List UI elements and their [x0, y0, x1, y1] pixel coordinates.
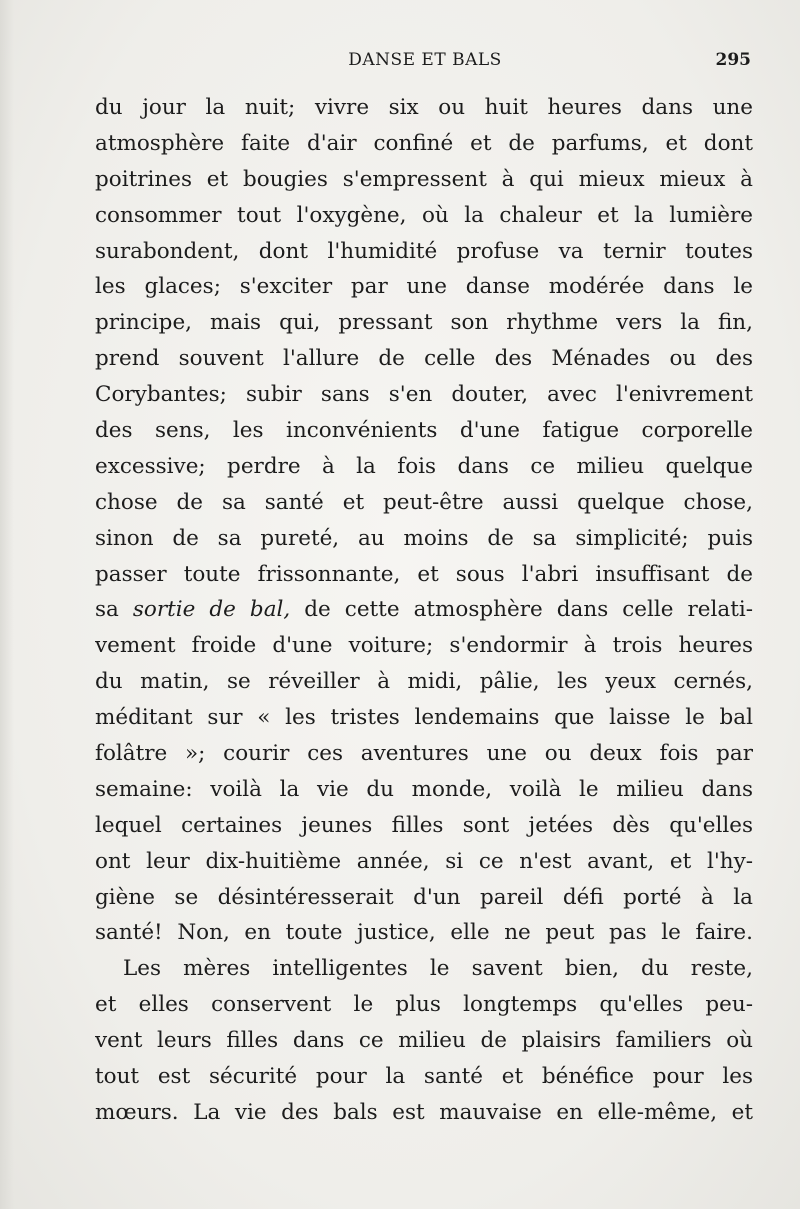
page-number: 295	[715, 50, 751, 70]
text-line: Corybantes; subir sans s'en douter, avec l'enivrement	[95, 382, 753, 408]
text-line: et elles conservent le plus longtemps qu'elles peu-	[95, 992, 753, 1018]
text-line: vement froide d'une voiture; s'endormir à trois heures	[95, 633, 753, 659]
running-title: DANSE ET BALS	[348, 50, 502, 70]
text-line: ont leur dix-huitième année, si ce n'est avant, et l'hy-	[95, 848, 753, 874]
body-text	[95, 90, 753, 1131]
text-line-with-italic	[95, 592, 753, 628]
text-line: méditant sur « les tristes lendemains que laisse le bal	[95, 705, 753, 731]
text-line: consommer tout l'oxygène, où la chaleur et la lumière	[95, 202, 753, 228]
text-line: chose de sa santé et peut-être aussi quelque chose,	[95, 489, 753, 515]
text-segment: de cette atmosphère dans celle relati-	[290, 597, 753, 623]
italic-phrase: sortie de bal,	[132, 597, 291, 623]
text-line: vent leurs filles dans ce milieu de plaisirs familiers où	[95, 1028, 753, 1054]
text-line: lequel certaines jeunes filles sont jetées dès qu'elles	[95, 812, 753, 838]
text-line: du jour la nuit; vivre six ou huit heures dans une	[95, 95, 753, 120]
text-line: tout est sécurité pour la santé et bénéfice pour les	[95, 1064, 753, 1090]
paragraph-first-line: Les mères intelligentes le savent bien, du reste,	[123, 956, 753, 982]
text-line: du matin, se réveiller à midi, pâlie, les yeux cernés,	[95, 669, 753, 695]
text-line: des sens, les inconvénients d'une fatigue corporelle	[95, 418, 753, 444]
text-line: prend souvent l'allure de celle des Ménades ou des	[95, 346, 753, 372]
text-line: folâtre »; courir ces aventures une ou deux fois par	[95, 741, 753, 767]
text-line: semaine: voilà la vie du monde, voilà le milieu dans	[95, 776, 753, 802]
text-line: surabondent, dont l'humidité profuse va ternir toutes	[95, 238, 753, 264]
text-line: poitrines et bougies s'empressent à qui mieux mieux à	[95, 166, 753, 192]
text-line: sinon de sa pureté, au moins de sa simplicité; puis	[95, 525, 753, 551]
text-line: atmosphère faite d'air confiné et de parfums, et dont	[95, 130, 753, 156]
text-line: passer toute frissonnante, et sous l'abri insuffisant de	[95, 561, 753, 587]
page-gutter-shadow	[0, 0, 14, 1209]
text-line: principe, mais qui, pressant son rhythme vers la fin,	[95, 310, 753, 336]
text-line: excessive; perdre à la fois dans ce milieu quelque	[95, 453, 753, 479]
text-line: mœurs. La vie des bals est mauvaise en elle-même, et	[95, 1099, 753, 1125]
text-segment: sa	[95, 597, 133, 623]
text-line: santé! Non, en toute justice, elle ne peut pas le faire.	[95, 920, 753, 946]
text-line: giène se désintéresserait d'un pareil défi porté à la	[95, 884, 753, 910]
page-header	[95, 50, 755, 80]
text-line: les glaces; s'exciter par une danse modérée dans le	[95, 274, 753, 300]
